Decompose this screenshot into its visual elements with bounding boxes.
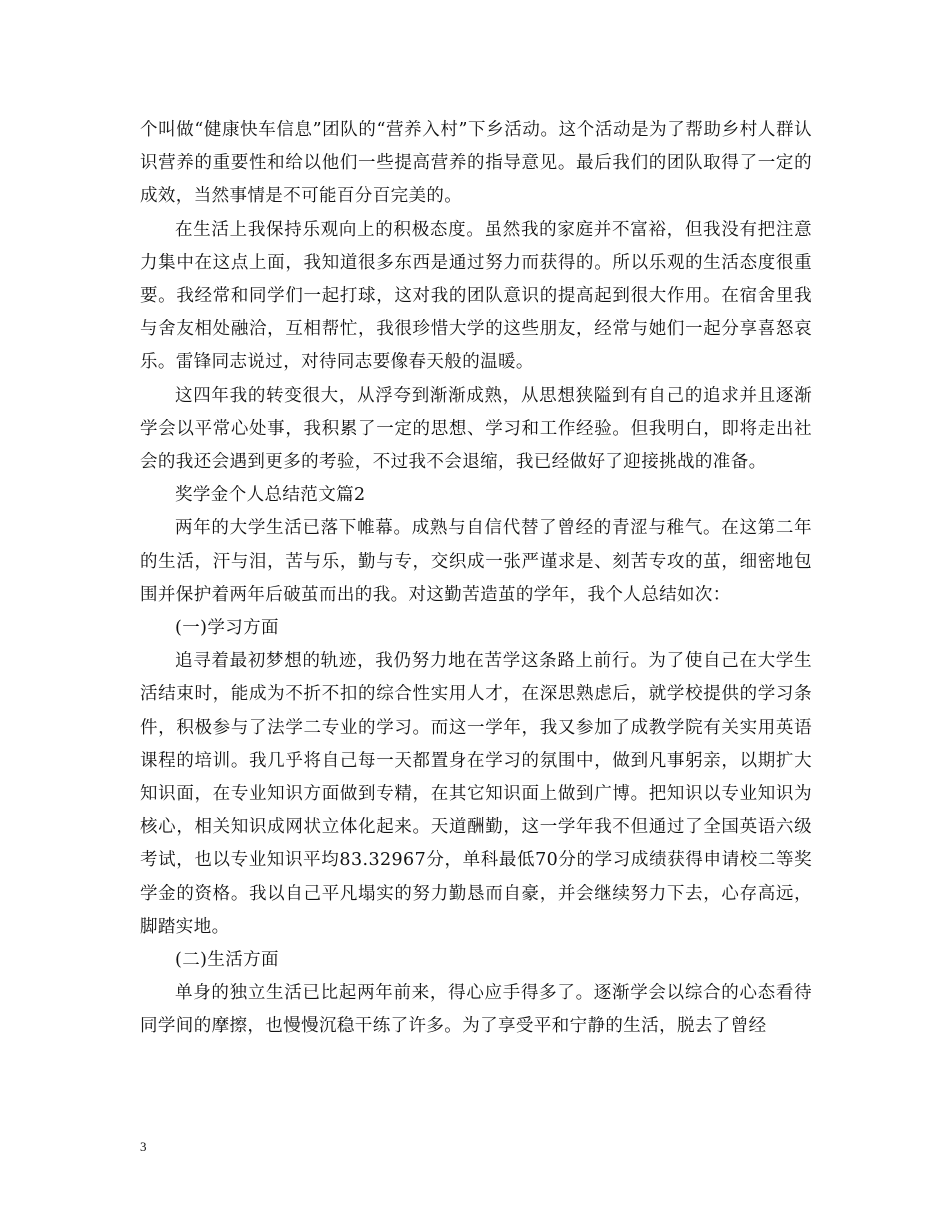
paragraph-study: 追寻着最初梦想的轨迹，我仍努力地在苦学这条路上前行。为了使自己在大学生活结束时，能成为不折不扣的综合性实用人才，在深思熟虑后，就学校提供的学习条件，积极参与了法学二专业的学习。而这一学年，我又参加了成教学院有关实用英语课程的培训。我几乎将自己每一天都置身在学习的氛围中，做到凡事躬亲，以期扩大知识面，在专业知识方面做到专精，在其它知识面上做到广博。把知识以专业知识为核心，相关知识成网状立体化起来。天道酬勤，这一学年我不但通过了全国英语六级考试，也以专业知识平均83.32967分，单科最低70分的学习成绩获得申请校二等奖学金的资格。我以自己平凡塌实的努力勤恳而自豪，并会继续努力下去，心存高远，脚踏实地。	[140, 651, 812, 937]
section-heading-study: (一)学习方面	[175, 618, 279, 639]
paragraph-life-attitude: 在生活上我保持乐观向上的积极态度。虽然我的家庭并不富裕，但我没有把注意力集中在这点上面，我知道很多东西是通过努力而获得的。所以乐观的生活态度很重要。我经常和同学们一起打球，这对我的团队意识的提高起到很大作用。在宿舍里我与舍友相处融洽，互相帮忙，我很珍惜大学的这些朋友，经常与她们一起分享喜怒哀乐。雷锋同志说过，对待同志要像春天般的温暖。	[140, 219, 812, 373]
page-number: 3	[140, 1139, 147, 1154]
paragraph-life: 单身的独立生活已比起两年前来，得心应手得多了。逐渐学会以综合的心态看待同学间的摩擦，也慢慢沉稳干练了许多。为了享受平和宁静的生活，脱去了曾经	[140, 983, 812, 1037]
section-heading-life: (二)生活方面	[175, 950, 279, 971]
section-title-essay-2: 奖学金个人总结范文篇2	[175, 485, 366, 506]
paragraph-two-years: 两年的大学生活已落下帷幕。成熟与自信代替了曾经的青涩与稚气。在这第二年的生活，汗与泪，苦与乐，勤与专，交织成一张严谨求是、刻苦专攻的茧，细密地包围并保护着两年后破茧而出的我。对这勤苦造茧的学年，我个人总结如次：	[140, 518, 812, 605]
paragraph-four-years: 这四年我的转变很大，从浮夸到渐渐成熟，从思想狭隘到有自己的追求并且逐渐学会以平常心处事，我积累了一定的思想、学习和工作经验。但我明白，即将走出社会的我还会遇到更多的考验，不过我不会退缩，我已经做好了迎接挑战的准备。	[140, 385, 812, 473]
paragraph-continued-activity: 个叫做“健康快车信息”团队的“营养入村”下乡活动。这个活动是为了帮助乡村人群认识营养的重要性和给以他们一些提高营养的指导意见。最后我们的团队取得了一定的成效，当然事情是不可能百分百完美的。	[140, 120, 812, 207]
document-body	[140, 114, 812, 1044]
